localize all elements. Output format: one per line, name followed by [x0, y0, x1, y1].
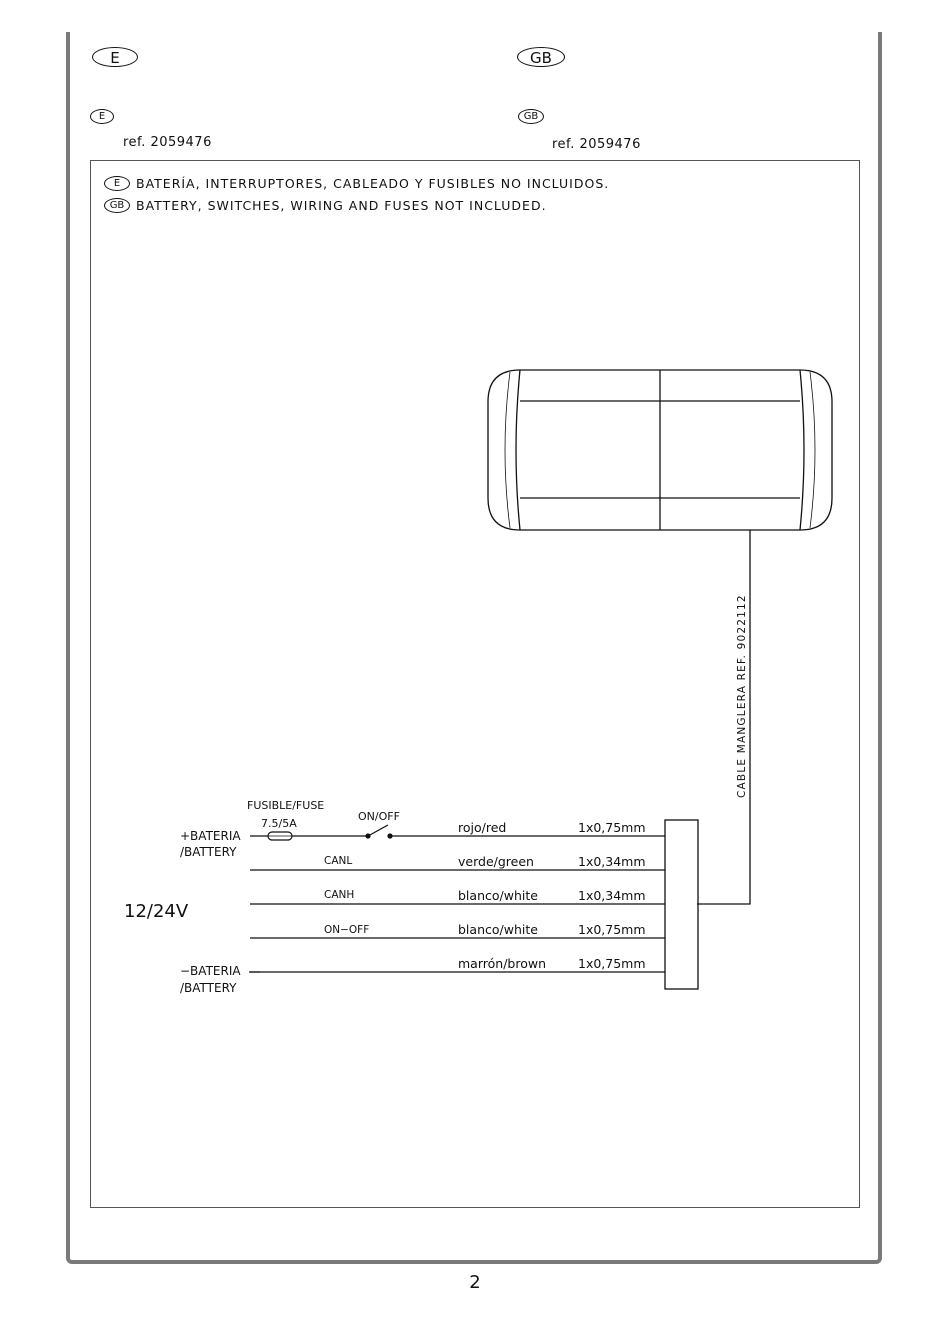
connector-block: [665, 820, 698, 989]
wire-color-2: verde/green: [458, 854, 534, 869]
note-lang-badge-gb: GB: [104, 198, 130, 213]
ref-number-left: ref. 2059476: [123, 135, 212, 150]
wire-color-4: blanco/white: [458, 922, 538, 937]
battery-pos-label: +BATERIA: [180, 829, 241, 843]
signal-label-canh: CANH: [324, 889, 355, 901]
ref-lang-badge-gb: GB: [518, 109, 544, 124]
note-lang-badge-e: E: [104, 176, 130, 191]
fuse-label: FUSIBLE/FUSE: [247, 799, 325, 812]
note-spanish: BATERÍA, INTERRUPTORES, CABLEADO Y FUSIBLES NO INCLUIDOS.: [136, 176, 610, 191]
page-number: 2: [469, 1272, 481, 1293]
voltage-label: 12/24V: [124, 901, 189, 922]
wire-section-5: 1x0,75mm: [578, 956, 646, 971]
wire-color-3: blanco/white: [458, 888, 538, 903]
wire-section-4: 1x0,75mm: [578, 922, 646, 937]
light-bar: [488, 370, 832, 530]
switch-label: ON/OFF: [358, 810, 400, 823]
switch-symbol: [366, 825, 392, 838]
wire-color-5: marrón/brown: [458, 956, 546, 971]
battery-neg-label: −BATERIA: [180, 964, 241, 978]
ref-number-right: ref. 2059476: [552, 137, 641, 152]
battery-neg-label-en: /BATTERY: [180, 981, 237, 995]
battery-pos-label-en: /BATTERY: [180, 845, 237, 859]
cable-label: CABLE MANGLERA REF. 9022112: [736, 594, 748, 798]
wire-color-1: rojo/red: [458, 820, 507, 835]
fuse-value: 7.5/5A: [261, 817, 297, 830]
ref-lang-badge-e: E: [90, 109, 114, 124]
signal-label-on-off: ON−OFF: [324, 924, 370, 936]
wire-section-2: 1x0,34mm: [578, 854, 646, 869]
lang-badge-e: E: [92, 47, 138, 67]
lang-badge-gb: GB: [517, 47, 565, 67]
signal-label-canl: CANL: [324, 855, 353, 867]
wire-section-3: 1x0,34mm: [578, 888, 646, 903]
note-english: BATTERY, SWITCHES, WIRING AND FUSES NOT INCLUDED.: [136, 198, 547, 213]
wire-section-1: 1x0,75mm: [578, 820, 646, 835]
